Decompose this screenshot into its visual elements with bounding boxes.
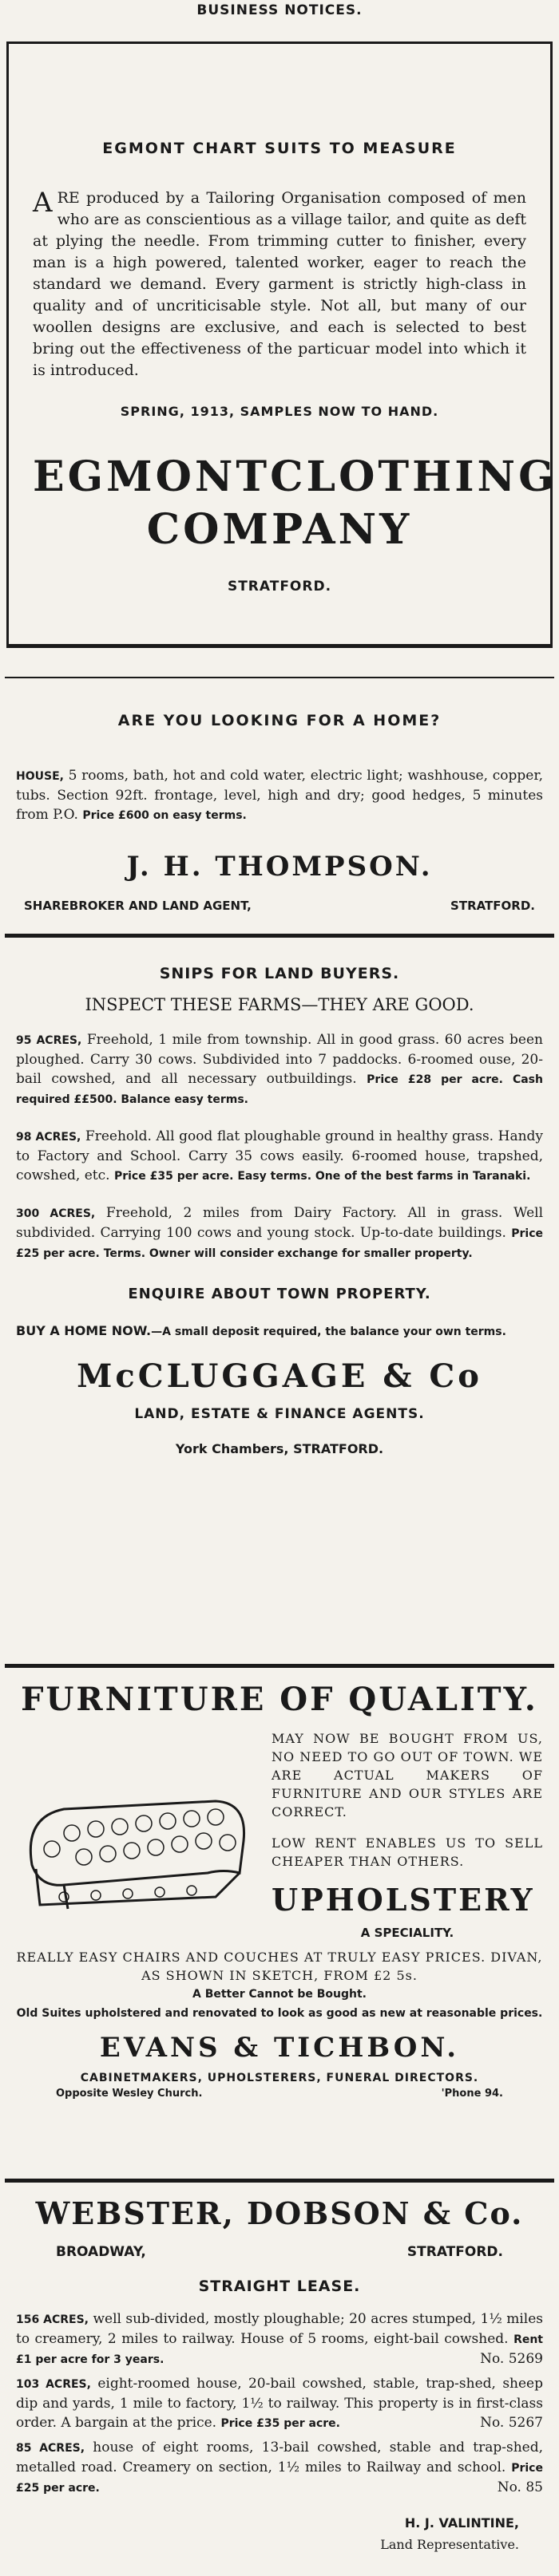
thompson-house: [16, 766, 543, 825]
lease-listing: [16, 2438, 543, 2498]
buy-lead: BUY A HOME NOW.: [16, 1323, 152, 1338]
webster-name: WEBSTER, DOBSON & Co.: [35, 2195, 524, 2231]
egmont-title: EGMONT CHART SUITS TO MEASURE: [102, 140, 457, 157]
evans-opposite: Opposite Wesley Church.: [56, 2088, 203, 2100]
lease-body: eight-roomed house, 20-bail cowshed, stable, trap-shed, sheep dip and yards, 1 mile to factory, 1½ to railway. This property is in first-class order. A bargain at the price.: [16, 2376, 544, 2431]
upholstery-heading: UPHOLSTERY: [272, 1882, 535, 1918]
thompson-town: STRATFORD.: [450, 899, 535, 913]
furniture-text-1: MAY NOW BE BOUGHT FROM US, NO NEED TO GO OUT OF TOWN. WE ARE ACTUAL MAKERS OF FURNITURE AND OUR STYLES ARE CORRECT.: [272, 1731, 543, 1819]
furniture-text-2: LOW RENT ENABLES US TO SELL CHEAPER THAN OTHERS.: [272, 1835, 543, 1869]
listing-body: Freehold, 1 mile from township. All in good grass. 60 acres been ploughed. Carry 30 cows. Subdivided into 7 paddocks. 6-roomed ouse, 20-bail cowshed, and all necessary outbuildings.: [16, 1032, 543, 1087]
thompson-advert: [0, 678, 559, 934]
lease-listing: [16, 2309, 543, 2369]
listing-body: Freehold, 2 miles from Dairy Factory. All in grass. Well subdivided. Carrying 100 cows and young stock. Up-to-date buildings.: [16, 1205, 544, 1241]
company-name-word-1: EGMONT: [33, 452, 271, 501]
lease-number: No. 85: [497, 2479, 543, 2495]
snips-subtitle: INSPECT THESE FARMS—THEY ARE GOOD.: [85, 995, 474, 1014]
webster-street: BROADWAY,: [56, 2244, 146, 2260]
egmont-spring-line: SPRING, 1913, SAMPLES NOW TO HAND.: [120, 404, 439, 419]
page-header: BUSINESS NOTICES.: [196, 2, 363, 18]
egmont-advert: [6, 41, 557, 648]
lease-price: Price £35 per acre.: [220, 2417, 340, 2430]
lease-lead: 103 ACRES,: [16, 2378, 91, 2391]
lease-listing: [16, 2374, 543, 2433]
mccluggage-sub: LAND, ESTATE & FINANCE AGENTS.: [134, 1406, 425, 1422]
evans-trades: CABINETMAKERS, UPHOLSTERERS, FUNERAL DIRECTORS.: [80, 2072, 479, 2084]
company-name-word-3: COMPANY: [146, 505, 413, 554]
thompson-question: ARE YOU LOOKING FOR A HOME?: [117, 712, 442, 729]
armchair-icon: [16, 1785, 256, 1921]
egmont-body: [33, 188, 526, 381]
listing-price: Price £28 per acre. Cash required ££500. Balance easy terms.: [16, 1073, 543, 1106]
snips-title: SNIPS FOR LAND BUYERS.: [159, 965, 400, 982]
company-name-word-2: CLOTHING: [270, 452, 557, 501]
evans-advert: [0, 1668, 559, 2179]
webster-signature: H. J. VALINTINE,: [404, 2515, 519, 2531]
listing-price: Price £35 per acre. Easy terms. One of the best farms in Taranaki.: [113, 1170, 531, 1183]
lease-body: house of eight rooms, 13-bail cowshed, stable and trap-shed, metalled road. Creamery on section, 1½ miles to Railway and school.: [16, 2440, 543, 2475]
house-body: 5 rooms, bath, hot and cold water, electric light; washhouse, copper, tubs. Section 92ft. frontage, level, high and dry; good hedges, 5 minutes from P.O.: [16, 768, 543, 823]
egmont-company-name: [33, 451, 557, 556]
lease-lead: 156 ACRES,: [16, 2313, 89, 2326]
mccluggage-advert: [0, 938, 559, 1664]
farm-listing: [16, 1030, 543, 1109]
drop-cap: A: [33, 187, 53, 219]
mccluggage-name: McCLUGGAGE & Co: [77, 1357, 482, 1395]
house-price: Price £600 on easy terms.: [82, 809, 247, 822]
enquire-line: ENQUIRE ABOUT TOWN PROPERTY.: [128, 1286, 431, 1302]
farm-listing: [16, 1127, 543, 1186]
straight-lease-title: STRAIGHT LEASE.: [198, 2278, 361, 2295]
listing-price: Price £25 per acre. Terms. Owner will consider exchange for smaller property.: [16, 1227, 543, 1260]
webster-town: STRATFORD.: [406, 2244, 503, 2260]
old-suites-line: Old Suites upholstered and renovated to look as good as new at reasonable prices.: [16, 2007, 543, 2020]
listing-lead: 98 ACRES,: [16, 1131, 81, 1144]
webster-sig-role: Land Representative.: [380, 2537, 519, 2552]
lease-number: No. 5269: [480, 2351, 543, 2367]
better-line: A Better Cannot be Bought.: [192, 1988, 367, 2001]
easy-chairs-text: REALLY EASY CHAIRS AND COUCHES AT TRULY EASY PRICES. DIVAN, AS SHOWN IN SKETCH, FROM £2 5s.: [16, 1950, 543, 1983]
listing-lead: 300 ACRES,: [16, 1207, 96, 1220]
thompson-name: J. H. THOMPSON.: [126, 851, 433, 883]
armchair-sketch-icon: [16, 1729, 256, 1940]
buy-body: —A small deposit required, the balance your own terms.: [151, 1326, 506, 1338]
egmont-town: STRATFORD.: [227, 579, 332, 595]
furniture-headline: FURNITURE OF QUALITY.: [21, 1681, 538, 1718]
evans-phone: 'Phone 94.: [441, 2088, 503, 2100]
lease-lead: 85 ACRES,: [16, 2442, 85, 2455]
egmont-body-text: RE produced by a Tailoring Organisation composed of men who are as conscientious as a village tailor, and quite as deft at plying the needle. From trimming cutter to finisher, every man is a high powered, talented worker, eager to reach the standard we demand. Every garment is strictly high-class in quality and of uncriticisable style. Not all, but many of our woollen designs are exclusive, and each is selected to best bring out the effectiveness of the particuar model into which it is introduced.: [33, 189, 526, 379]
webster-advert: [0, 2183, 559, 2574]
lease-price: Rent £1 per acre for 3 years.: [16, 2333, 543, 2366]
evans-name: EVANS & TICHBON.: [99, 2032, 460, 2064]
listing-lead: 95 ACRES,: [16, 1034, 82, 1047]
lease-body: well sub-divided, mostly ploughable; 20 acres stumped, 1½ miles to creamery, 2 miles to railway. House of 5 rooms, eight-bail cowshed.: [16, 2311, 544, 2347]
buy-home-line: [16, 1322, 543, 1341]
lease-price: Price £25 per acre.: [16, 2462, 543, 2495]
speciality-line: A SPECIALITY.: [360, 1926, 454, 1940]
farm-listing: [16, 1203, 543, 1263]
listing-body: Freehold. All good flat ploughable ground in healthy grass. Handy to Factory and School. Carry 35 cows easily. 6-roomed house, trapshed, cowshed, etc.: [16, 1128, 544, 1183]
house-lead: HOUSE,: [16, 770, 64, 783]
mccluggage-address: York Chambers, STRATFORD.: [175, 1441, 384, 1456]
lease-number: No. 5267: [480, 2415, 543, 2431]
thompson-role: SHAREBROKER AND LAND AGENT,: [24, 899, 252, 913]
